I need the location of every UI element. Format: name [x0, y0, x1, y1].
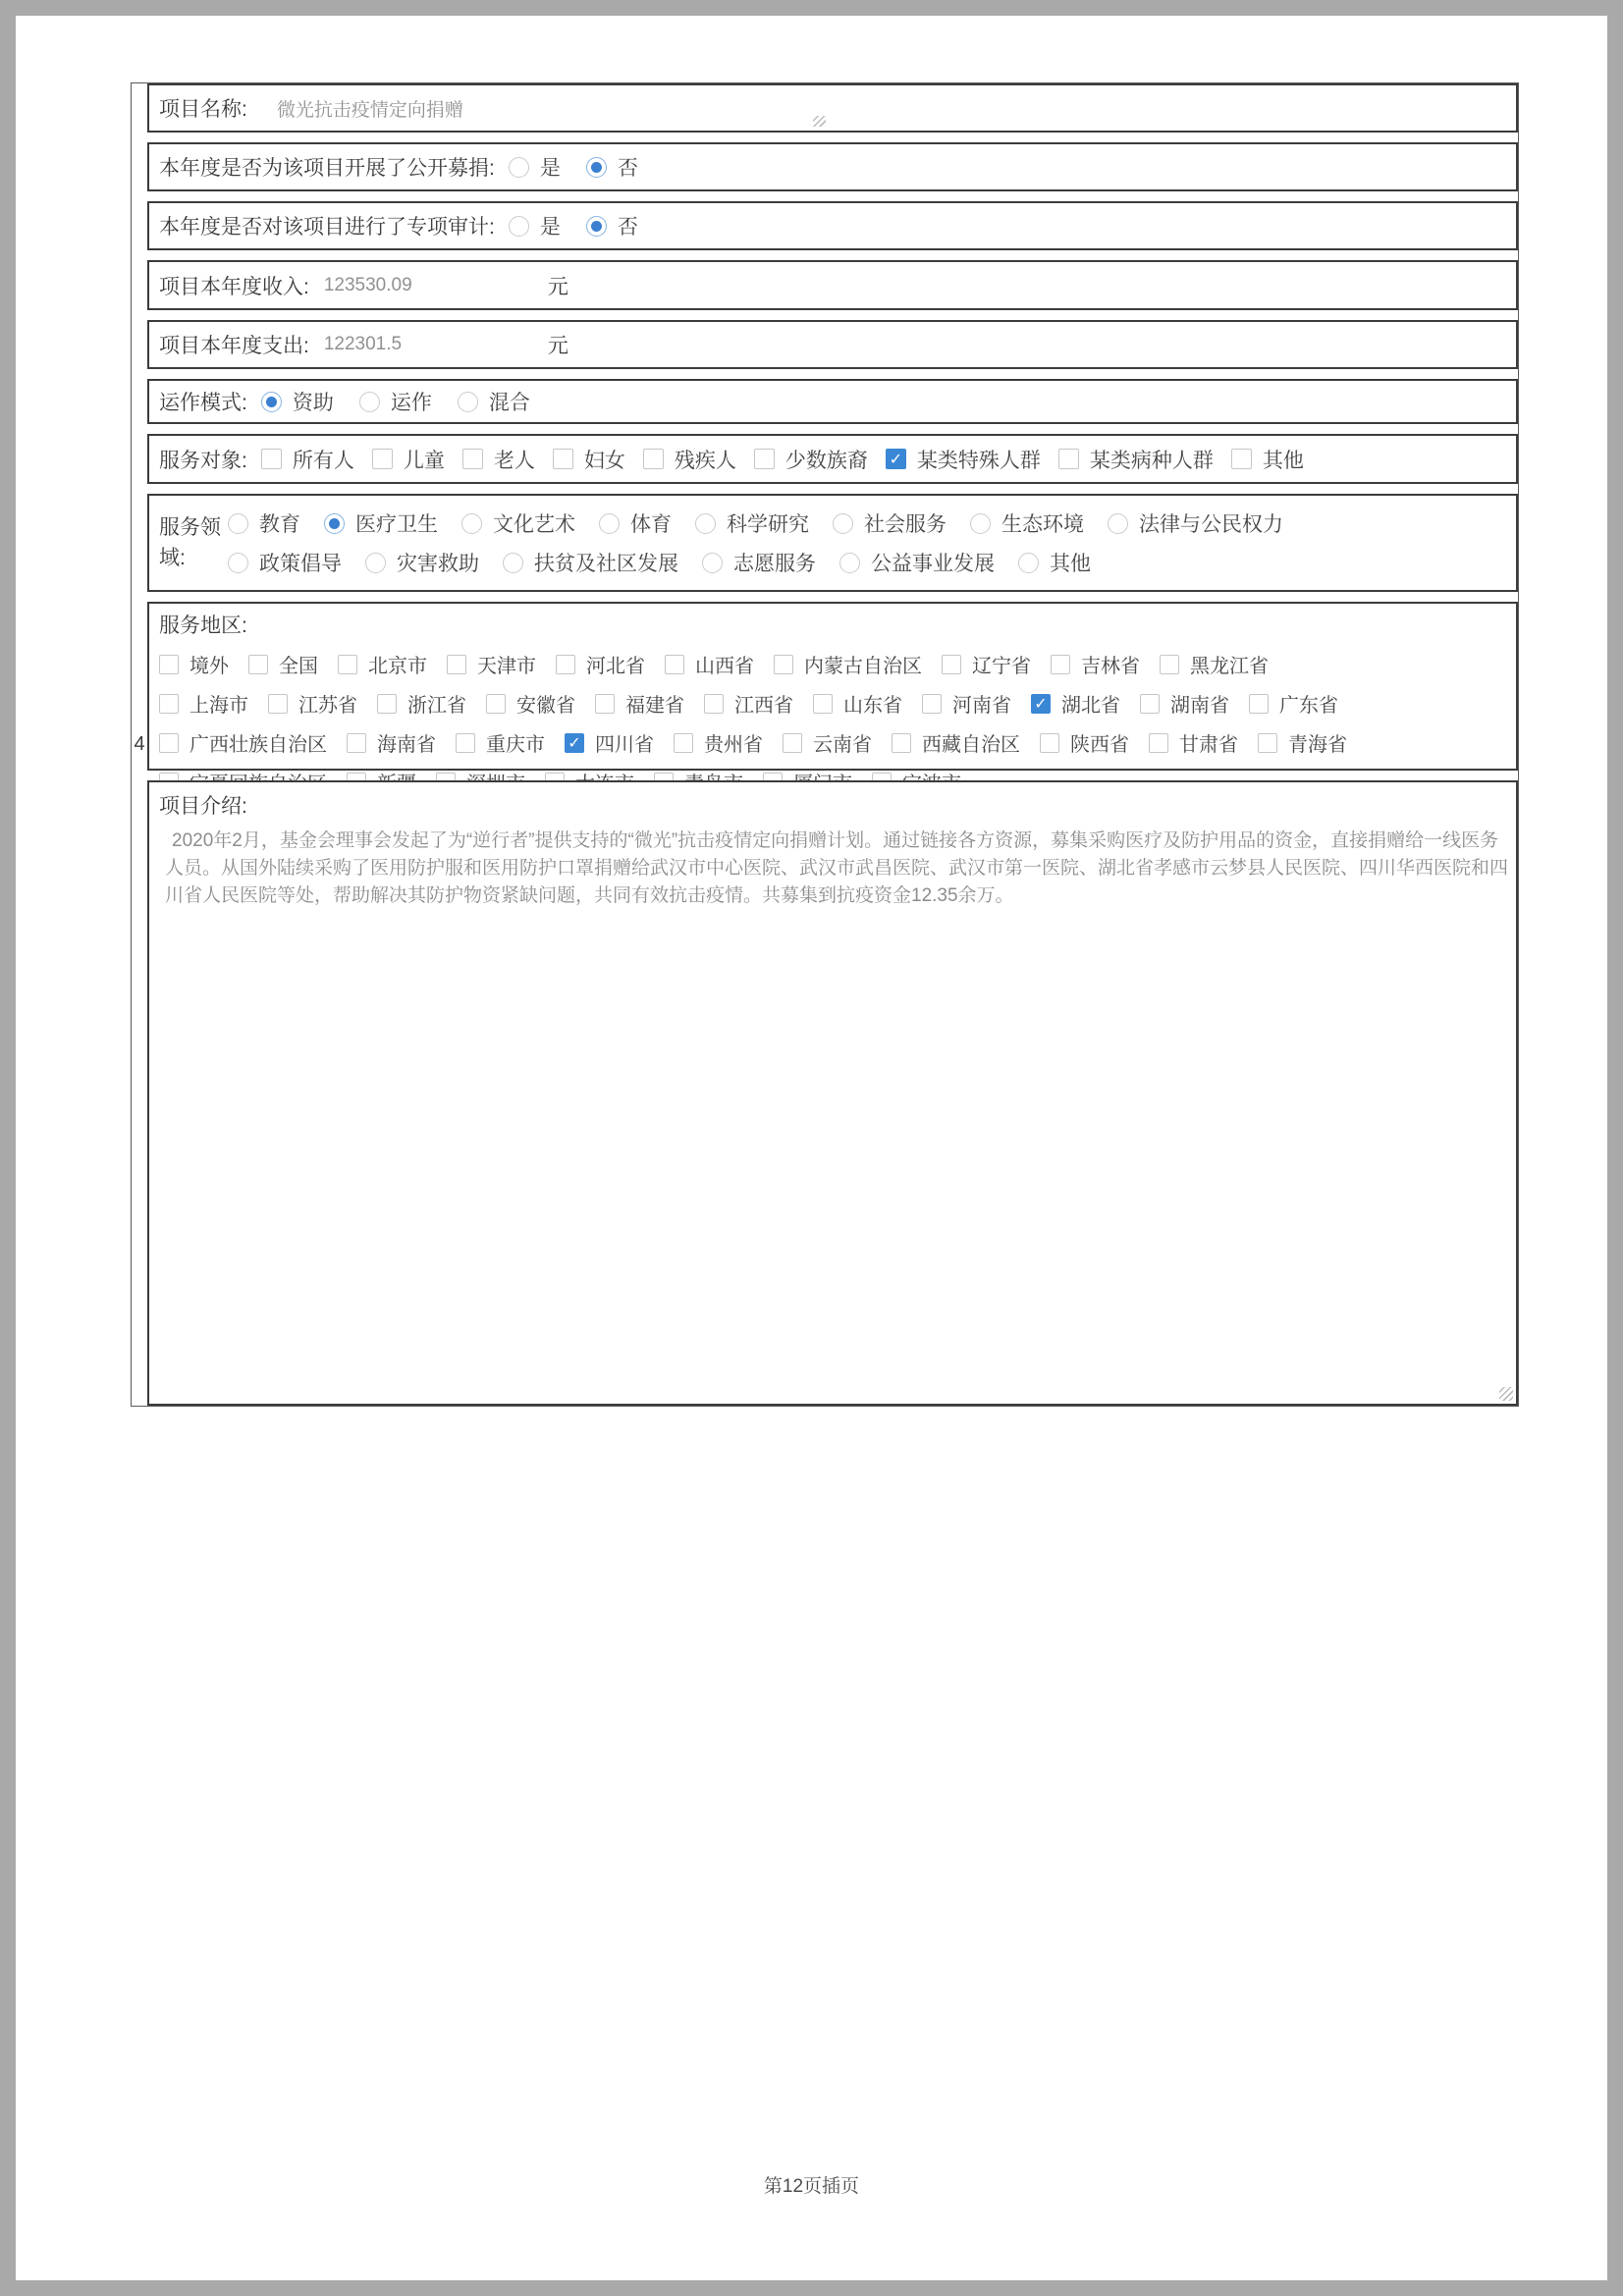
radio-option-科学研究[interactable] — [695, 508, 809, 538]
radio-option-否[interactable] — [586, 152, 638, 182]
option-label: 运作 — [390, 392, 432, 414]
radio-option-是[interactable] — [509, 211, 561, 240]
annual-expense-row — [147, 320, 1518, 369]
checkbox-unchecked-icon[interactable] — [704, 694, 724, 714]
option-label: 儿童 — [403, 449, 445, 472]
operation-mode-radio-group — [261, 387, 530, 416]
radio-unchecked-icon[interactable] — [228, 513, 248, 534]
service-area-label: 服务地区: — [159, 614, 247, 637]
checkbox-option-广东省[interactable] — [1249, 689, 1338, 718]
option-label: 某类病种人群 — [1089, 449, 1214, 472]
option-label: 文化艺术 — [493, 513, 575, 536]
radio-option-政策倡导[interactable] — [228, 548, 342, 577]
radio-unchecked-icon[interactable] — [839, 553, 860, 573]
option-label: 天津市 — [477, 656, 536, 677]
radio-option-公益事业发展[interactable] — [839, 548, 995, 577]
radio-checked-icon[interactable] — [586, 216, 607, 237]
option-label: 重庆市 — [486, 734, 545, 756]
radio-option-生态环境[interactable] — [970, 508, 1084, 538]
checkbox-option-重庆市[interactable] — [456, 728, 545, 757]
checkbox-option-某类病种人群[interactable] — [1058, 445, 1214, 474]
radio-option-其他[interactable] — [1018, 548, 1091, 577]
resize-handle-icon[interactable] — [813, 116, 826, 127]
option-label: 混合 — [488, 392, 530, 414]
checkbox-unchecked-icon[interactable] — [159, 655, 179, 674]
checkbox-option-贵州省[interactable] — [674, 728, 763, 757]
checkbox-unchecked-icon[interactable] — [462, 449, 483, 469]
service-target-checkbox-group — [261, 445, 1304, 474]
option-label: 辽宁省 — [972, 656, 1031, 677]
resize-corner-icon[interactable] — [1499, 1387, 1513, 1401]
radio-unchecked-icon[interactable] — [228, 553, 248, 573]
checkbox-option-吉林省[interactable] — [1051, 650, 1140, 678]
radio-unchecked-icon[interactable] — [461, 513, 482, 534]
project-name-row — [147, 83, 1518, 133]
operation-mode-row — [147, 379, 1518, 424]
option-label: 北京市 — [368, 656, 427, 677]
annual-income-label: 项目本年度收入: — [159, 275, 309, 298]
radio-unchecked-icon[interactable] — [833, 513, 853, 534]
checkbox-unchecked-icon[interactable] — [553, 449, 573, 469]
service-area-checkbox-line1 — [159, 650, 1516, 678]
option-label: 湖北省 — [1061, 695, 1120, 717]
checkbox-option-河北省[interactable] — [556, 650, 645, 678]
option-label: 吉林省 — [1081, 656, 1140, 677]
checkbox-option-儿童[interactable] — [372, 445, 445, 474]
option-label: 江苏省 — [298, 695, 357, 717]
service-field-row — [147, 494, 1518, 592]
option-label: 医疗卫生 — [355, 513, 438, 536]
checkbox-unchecked-icon[interactable] — [1231, 449, 1252, 469]
radio-unchecked-icon[interactable] — [599, 513, 620, 534]
checkbox-option-上海市[interactable] — [159, 689, 248, 718]
checkbox-option-辽宁省[interactable] — [942, 650, 1031, 678]
annual-expense-input[interactable]: 122301.5 — [323, 334, 403, 354]
special-audit-label: 本年度是否对该项目进行了专项审计: — [159, 216, 495, 239]
radio-unchecked-icon[interactable] — [1018, 553, 1039, 573]
checkbox-option-福建省[interactable] — [595, 689, 684, 718]
option-label: 上海市 — [189, 695, 248, 717]
public-fundraising-label: 本年度是否为该项目开展了公开募捐: — [159, 157, 495, 180]
option-label: 法律与公民权力 — [1139, 513, 1283, 536]
checkbox-unchecked-icon[interactable] — [1249, 694, 1269, 714]
radio-option-医疗卫生[interactable] — [324, 508, 438, 538]
row-number-cell — [132, 83, 147, 1406]
radio-unchecked-icon[interactable] — [458, 392, 478, 412]
checkbox-unchecked-icon[interactable] — [1051, 655, 1070, 674]
public-fundraising-radio-group — [509, 152, 638, 182]
project-form-table — [131, 82, 1519, 1407]
radio-checked-icon[interactable] — [586, 157, 607, 178]
checkbox-unchecked-icon[interactable] — [892, 733, 911, 753]
option-label: 青海省 — [1288, 734, 1347, 756]
checkbox-option-内蒙古自治区[interactable] — [774, 650, 922, 678]
option-label: 灾害救助 — [397, 553, 479, 575]
checkbox-unchecked-icon[interactable] — [377, 694, 397, 714]
project-intro-label: 项目介绍: — [159, 795, 247, 818]
special-audit-row — [147, 201, 1518, 250]
option-label: 否 — [617, 157, 638, 180]
checkbox-unchecked-icon[interactable] — [1149, 733, 1168, 753]
document-sheet — [16, 16, 1607, 2280]
option-label: 教育 — [259, 513, 300, 536]
checkbox-option-海南省[interactable] — [347, 728, 436, 757]
annual-expense-label: 项目本年度支出: — [159, 335, 309, 357]
radio-checked-icon[interactable] — [261, 392, 282, 412]
checkbox-option-某类特殊人群[interactable] — [886, 445, 1041, 474]
option-label: 其他 — [1262, 449, 1304, 472]
option-label: 四川省 — [595, 734, 654, 756]
option-label: 志愿服务 — [733, 553, 816, 575]
option-label: 河北省 — [586, 656, 645, 677]
radio-option-是[interactable] — [509, 152, 561, 182]
checkbox-unchecked-icon[interactable] — [338, 655, 357, 674]
option-label: 所有人 — [292, 449, 354, 472]
form-rows — [147, 83, 1518, 1406]
option-label: 公益事业发展 — [871, 553, 995, 575]
checkbox-checked-icon[interactable] — [1031, 694, 1051, 714]
checkbox-unchecked-icon[interactable] — [1058, 449, 1079, 469]
project-name-label: 项目名称: — [159, 98, 247, 121]
checkbox-option-残疾人[interactable] — [643, 445, 736, 474]
checkbox-option-湖北省[interactable] — [1031, 689, 1120, 718]
checkbox-unchecked-icon[interactable] — [942, 655, 961, 674]
option-label: 其他 — [1050, 553, 1091, 575]
checkbox-unchecked-icon[interactable] — [447, 655, 466, 674]
option-label: 境外 — [189, 656, 229, 677]
checkbox-unchecked-icon[interactable] — [268, 694, 288, 714]
radio-unchecked-icon[interactable] — [359, 392, 380, 412]
option-label: 海南省 — [377, 734, 436, 756]
checkbox-option-甘肃省[interactable] — [1149, 728, 1238, 757]
radio-option-志愿服务[interactable] — [702, 548, 816, 577]
checkbox-option-广西壮族自治区[interactable] — [159, 728, 327, 757]
option-label: 少数族裔 — [784, 449, 868, 472]
checkbox-option-安徽省[interactable] — [486, 689, 575, 718]
checkbox-unchecked-icon[interactable] — [595, 694, 615, 714]
radio-unchecked-icon[interactable] — [503, 553, 523, 573]
option-label: 浙江省 — [407, 695, 466, 717]
checkbox-unchecked-icon[interactable] — [556, 655, 575, 674]
public-fundraising-row — [147, 142, 1518, 191]
checkbox-option-青海省[interactable] — [1258, 728, 1347, 757]
option-label: 西藏自治区 — [922, 734, 1020, 756]
checkbox-option-其他[interactable] — [1231, 445, 1304, 474]
checkbox-unchecked-icon[interactable] — [248, 655, 268, 674]
service-field-radio-line2 — [228, 548, 1516, 577]
annual-expense-unit: 元 — [547, 335, 568, 357]
annual-income-unit: 元 — [547, 275, 568, 298]
service-area-checkbox-line2 — [159, 689, 1516, 718]
option-label: 残疾人 — [674, 449, 736, 472]
option-label: 是 — [539, 157, 561, 180]
checkbox-unchecked-icon[interactable] — [159, 694, 179, 714]
service-area-row — [147, 602, 1518, 771]
radio-unchecked-icon[interactable] — [509, 157, 529, 178]
option-label: 河南省 — [952, 695, 1011, 717]
checkbox-option-陕西省[interactable] — [1040, 728, 1129, 757]
option-label: 贵州省 — [704, 734, 763, 756]
option-label: 黑龙江省 — [1190, 656, 1269, 677]
option-label: 全国 — [279, 656, 318, 677]
service-field-label-cell — [159, 496, 228, 590]
option-label: 内蒙古自治区 — [804, 656, 922, 677]
service-field-label: 服务领域: — [159, 515, 221, 569]
option-label: 甘肃省 — [1179, 734, 1238, 756]
service-field-lines — [228, 496, 1516, 590]
checkbox-unchecked-icon[interactable] — [347, 733, 366, 753]
option-label: 福建省 — [625, 695, 684, 717]
radio-option-法律与公民权力[interactable] — [1108, 508, 1283, 538]
radio-option-体育[interactable] — [599, 508, 672, 538]
service-target-row — [147, 434, 1518, 484]
option-label: 山西省 — [695, 656, 754, 677]
checkbox-option-山东省[interactable] — [813, 689, 902, 718]
option-label: 扶贫及社区发展 — [534, 553, 678, 575]
checkbox-option-少数族裔[interactable] — [754, 445, 868, 474]
checkbox-unchecked-icon[interactable] — [1160, 655, 1179, 674]
option-label: 广东省 — [1279, 695, 1338, 717]
checkbox-unchecked-icon[interactable] — [372, 449, 393, 469]
checkbox-option-云南省[interactable] — [783, 728, 872, 757]
option-label: 否 — [617, 216, 638, 239]
option-label: 妇女 — [583, 449, 625, 472]
radio-option-否[interactable] — [586, 211, 638, 240]
option-label: 安徽省 — [516, 695, 575, 717]
special-audit-radio-group — [509, 211, 638, 240]
checkbox-option-四川省[interactable] — [565, 728, 654, 757]
radio-option-资助[interactable] — [261, 387, 334, 416]
radio-option-混合[interactable] — [458, 387, 530, 416]
checkbox-unchecked-icon[interactable] — [486, 694, 506, 714]
checkbox-unchecked-icon[interactable] — [261, 449, 282, 469]
page-footer: 第12页插页 — [763, 2176, 860, 2197]
checkbox-option-全国[interactable] — [248, 650, 318, 678]
checkbox-unchecked-icon[interactable] — [1140, 694, 1160, 714]
checkbox-option-天津市[interactable] — [447, 650, 536, 678]
option-label: 科学研究 — [727, 513, 809, 536]
checkbox-unchecked-icon[interactable] — [159, 733, 179, 753]
checkbox-option-北京市[interactable] — [338, 650, 427, 678]
service-area-checkbox-line3 — [159, 728, 1516, 757]
radio-option-灾害救助[interactable] — [365, 548, 479, 577]
checkbox-unchecked-icon[interactable] — [922, 694, 942, 714]
checkbox-unchecked-icon[interactable] — [674, 733, 693, 753]
option-label: 云南省 — [813, 734, 872, 756]
checkbox-option-江苏省[interactable] — [268, 689, 357, 718]
option-label: 湖南省 — [1170, 695, 1229, 717]
radio-checked-icon[interactable] — [324, 513, 345, 534]
option-label: 某类特殊人群 — [916, 449, 1041, 472]
project-name-input[interactable]: 微光抗击疫情定向捐赠 — [276, 99, 463, 121]
checkbox-option-妇女[interactable] — [553, 445, 625, 474]
annual-income-row — [147, 260, 1518, 310]
checkbox-unchecked-icon[interactable] — [665, 655, 684, 674]
checkbox-checked-icon[interactable] — [565, 733, 584, 753]
project-intro-textarea[interactable]: 2020年2月，基金会理事会发起了为“逆行者”提供支持的“微光”抗击疫情定向捐赠计划。通过链接各方资源，募集采购医疗及防护用品的资金，直接捐赠给一线医务人员。从国外陆续采购了医用防护服和医用防护口罩捐赠给武汉市中心医院、武汉市武昌医院、武汉市第一医院、湖北省孝感市云梦县人民医院、四川华西医院和四川省人民医院等处，帮助解决其防护物资紧缺问题，共同有效抗击疫情。共募集到抗疫资金12.35余万。 — [165, 830, 1509, 906]
option-label: 广西壮族自治区 — [189, 734, 327, 756]
radio-option-社会服务[interactable] — [833, 508, 947, 538]
radio-unchecked-icon[interactable] — [509, 216, 529, 237]
checkbox-unchecked-icon[interactable] — [774, 655, 793, 674]
checkbox-unchecked-icon[interactable] — [783, 733, 802, 753]
checkbox-option-山西省[interactable] — [665, 650, 754, 678]
project-intro-row — [147, 780, 1518, 1406]
checkbox-checked-icon[interactable] — [886, 449, 906, 469]
checkbox-option-老人[interactable] — [462, 445, 535, 474]
checkbox-unchecked-icon[interactable] — [1258, 733, 1277, 753]
checkbox-option-境外[interactable] — [159, 650, 229, 678]
checkbox-unchecked-icon[interactable] — [1040, 733, 1059, 753]
checkbox-option-湖南省[interactable] — [1140, 689, 1229, 718]
radio-unchecked-icon[interactable] — [970, 513, 991, 534]
checkbox-unchecked-icon[interactable] — [643, 449, 664, 469]
radio-unchecked-icon[interactable] — [695, 513, 716, 534]
checkbox-option-江西省[interactable] — [704, 689, 793, 718]
checkbox-unchecked-icon[interactable] — [754, 449, 775, 469]
option-label: 生态环境 — [1001, 513, 1084, 536]
radio-option-运作[interactable] — [359, 387, 432, 416]
option-label: 老人 — [493, 449, 535, 472]
service-target-label: 服务对象: — [159, 449, 247, 472]
option-label: 体育 — [630, 513, 672, 536]
option-label: 政策倡导 — [259, 553, 342, 575]
checkbox-unchecked-icon[interactable] — [456, 733, 475, 753]
radio-option-扶贫及社区发展[interactable] — [503, 548, 678, 577]
option-label: 山东省 — [843, 695, 902, 717]
operation-mode-label: 运作模式: — [159, 392, 247, 414]
checkbox-option-西藏自治区[interactable] — [892, 728, 1020, 757]
checkbox-option-所有人[interactable] — [261, 445, 354, 474]
option-label: 是 — [539, 216, 561, 239]
checkbox-option-黑龙江省[interactable] — [1160, 650, 1269, 678]
option-label: 资助 — [292, 392, 334, 414]
service-field-radio-line1 — [228, 508, 1516, 538]
option-label: 陕西省 — [1070, 734, 1129, 756]
checkbox-unchecked-icon[interactable] — [813, 694, 833, 714]
radio-option-文化艺术[interactable] — [461, 508, 575, 538]
annual-income-input[interactable]: 123530.09 — [323, 274, 412, 295]
radio-unchecked-icon[interactable] — [702, 553, 723, 573]
row-number: 4 — [134, 733, 145, 755]
checkbox-option-浙江省[interactable] — [377, 689, 466, 718]
option-label: 江西省 — [734, 695, 793, 717]
option-label: 社会服务 — [864, 513, 947, 536]
radio-option-教育[interactable] — [228, 508, 300, 538]
radio-unchecked-icon[interactable] — [1108, 513, 1128, 534]
radio-unchecked-icon[interactable] — [365, 553, 386, 573]
checkbox-option-河南省[interactable] — [922, 689, 1011, 718]
